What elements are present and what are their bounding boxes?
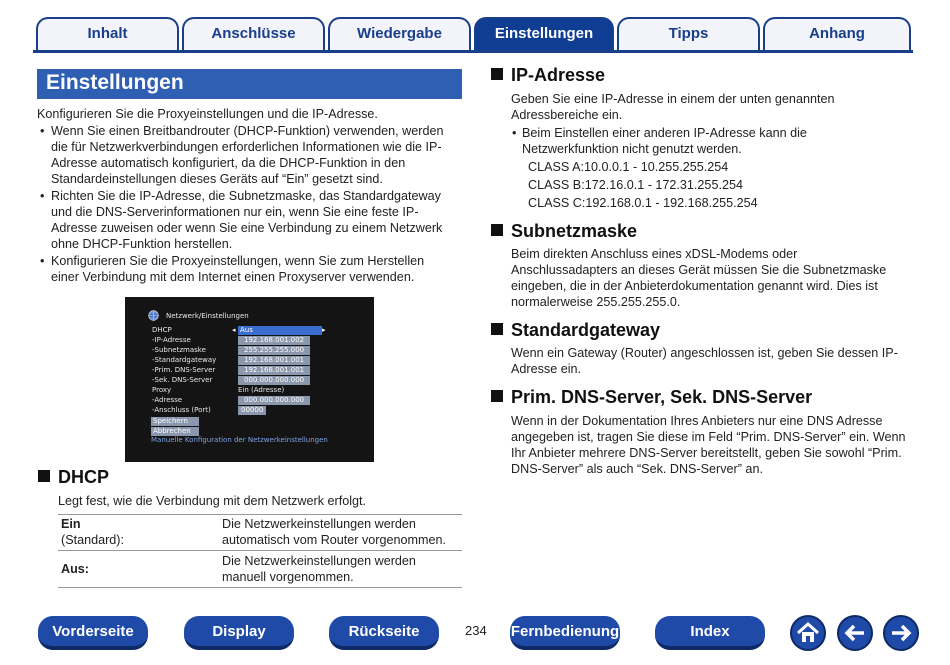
- bullet-marker: •: [40, 189, 45, 203]
- dns-heading: Prim. DNS-Server, Sek. DNS-Server: [491, 387, 812, 408]
- globe-icon: [148, 310, 159, 321]
- home-button[interactable]: [790, 615, 826, 651]
- rueckseite-button[interactable]: Rückseite: [329, 616, 439, 650]
- screen-row-label: -Anschluss (Port): [152, 406, 211, 414]
- dhcp-heading: DHCP: [38, 467, 109, 488]
- screen-cancel-button: Abbrechen: [151, 427, 199, 436]
- dns-desc: Wenn in der Dokumentation Ihres Anbieters nur eine DNS Adresse angegeben ist, tragen Sie diese im Feld “Prim. DNS-Server” ein. Wenn Ihr Anbieter mehrere DNS-Server bereitstellt, geben Sie sowohl “Prim. DNS-Server” als auch “Sek. DNS-Server” an.: [511, 414, 906, 476]
- screen-row-label: -Sek. DNS-Server: [152, 376, 213, 384]
- arrow-left-icon: [839, 617, 871, 649]
- tab-einstellungen[interactable]: Einstellungen: [474, 17, 614, 51]
- tab-wiedergabe[interactable]: Wiedergabe: [328, 17, 471, 51]
- bullet-marker: •: [40, 124, 45, 138]
- screen-row-label: DHCP: [152, 326, 172, 334]
- gateway-desc: Wenn ein Gateway (Router) angeschlossen ist, geben Sie dessen IP- Adresse ein.: [511, 346, 898, 376]
- network-settings-screenshot: [125, 297, 374, 462]
- screen-row-label: -IP-Adresse: [152, 336, 191, 344]
- arrow-right-icon: [885, 617, 917, 649]
- page-title: Einstellungen: [37, 69, 462, 99]
- table-divider: [58, 587, 462, 588]
- screen-row-value: Aus: [238, 326, 322, 335]
- screen-save-button: Speichern: [151, 417, 199, 426]
- bullet-marker: •: [512, 126, 517, 140]
- screen-row-label: -Subnetzmaske: [152, 346, 206, 354]
- screen-footer: Manuelle Konfiguration der Netzwerkeinstellungen: [151, 436, 328, 444]
- dhcp-row-value: Die Netzwerkeinstellungen werden manuell vorgenommen.: [222, 554, 416, 584]
- home-icon: [792, 617, 824, 649]
- top-tab-bar: [0, 0, 950, 54]
- subnet-desc: Beim direkten Anschluss eines xDSL-Modems oder Anschlussadapters an dieses Gerät müssen Sie die Subnetzmaske eingeben, die in der Anbieterdokumentation genannt wird. Dies ist normalerweise 255.255.255.0.: [511, 247, 887, 309]
- screen-row-value: 000.000.000.000: [238, 396, 310, 405]
- screen-row-value: Ein (Adresse): [238, 386, 285, 394]
- table-divider: [58, 550, 462, 551]
- dhcp-row-value: Die Netzwerkeinstellungen werden automatisch vom Router vorgenommen.: [222, 517, 446, 547]
- screen-row-label: -Standardgateway: [152, 356, 217, 364]
- tab-anschluesse[interactable]: Anschlüsse: [182, 17, 325, 51]
- screen-row-value: 255.255.255.000: [238, 346, 310, 355]
- tab-anhang[interactable]: Anhang: [763, 17, 911, 51]
- subnet-heading: Subnetzmaske: [491, 221, 637, 242]
- screen-row-label: -Prim. DNS-Server: [152, 366, 216, 374]
- ip-heading: IP-Adresse: [491, 65, 605, 86]
- bullet-2: Richten Sie die IP-Adresse, die Subnetzmaske, das Standardgateway und die DNS-Serverinformationen nur ein, wenn Sie eine feste IP- Adresse zuweisen oder wenn Sie eine Verbindung zu einem Netzwerk ohne DHCP-Funktion herstellen.: [51, 189, 443, 251]
- screen-row-value: 00000: [238, 406, 266, 415]
- intro-text: Konfigurieren Sie die Proxyeinstellungen und die IP-Adresse.: [37, 107, 378, 121]
- screen-row-value: 192.168.001.002: [238, 336, 310, 345]
- display-button[interactable]: Display: [184, 616, 294, 650]
- dhcp-row-key: Ein (Standard):: [61, 517, 124, 547]
- ip-bullet: Beim Einstellen einer anderen IP-Adresse kann die Netzwerkfunktion nicht genutzt werden.: [522, 126, 807, 156]
- arrow-left-icon: ◂: [232, 326, 236, 334]
- dhcp-row-key: Aus:: [61, 562, 89, 576]
- bullet-3: Konfigurieren Sie die Proxyeinstellungen, wenn Sie zum Herstellen einer Verbindung mit dem Internet einen Proxyserver verwenden.: [51, 254, 425, 284]
- index-button[interactable]: Index: [655, 616, 765, 650]
- dhcp-desc: Legt fest, wie die Verbindung mit dem Netzwerk erfolgt.: [58, 494, 366, 508]
- tab-underline: [33, 50, 913, 53]
- screen-row-label: -Adresse: [152, 396, 183, 404]
- vorderseite-button[interactable]: Vorderseite: [38, 616, 148, 650]
- screen-row-value: 192.168.001.001: [238, 366, 310, 375]
- gateway-heading: Standardgateway: [491, 320, 660, 341]
- tab-inhalt[interactable]: Inhalt: [36, 17, 179, 51]
- screen-row-value: 000.000.000.000: [238, 376, 310, 385]
- ip-classes: CLASS A:10.0.0.1 - 10.255.255.254 CLASS B:172.16.0.1 - 172.31.255.254 CLASS C:192.168.0.1 - 192.168.255.254: [528, 160, 758, 210]
- bullet-marker: •: [40, 254, 45, 268]
- tab-tipps[interactable]: Tipps: [617, 17, 760, 51]
- page-number: 234: [465, 623, 487, 638]
- screen-header: Netzwerk/Einstellungen: [166, 312, 249, 320]
- back-button[interactable]: [837, 615, 873, 651]
- ip-desc: Geben Sie eine IP-Adresse in einem der unten genannten Adressbereiche ein.: [511, 92, 835, 122]
- fernbedienung-button[interactable]: Fernbedienung: [510, 616, 620, 650]
- screen-row-value: 192.168.001.001: [238, 356, 310, 365]
- arrow-right-icon: ▸: [322, 326, 326, 334]
- bullet-1: Wenn Sie einen Breitbandrouter (DHCP-Funktion) verwenden, werden die für Netzwerkverbindungen erforderlichen Informationen wie die IP- Adresse automatisch konfiguriert, da die DHCP-Funktion in den Standardeinstellungen dieses Geräts auf “Ein” gesetzt sind.: [51, 124, 444, 186]
- table-divider: [58, 514, 462, 515]
- forward-button[interactable]: [883, 615, 919, 651]
- screen-row-label: Proxy: [152, 386, 172, 394]
